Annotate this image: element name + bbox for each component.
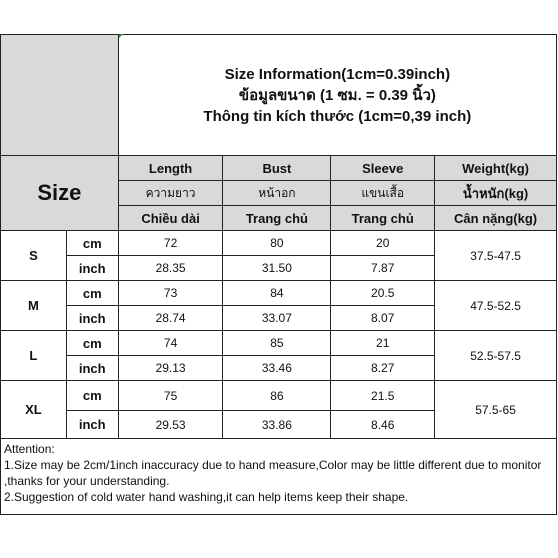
sleeve-inch: 8.07 xyxy=(331,306,435,331)
table-row xyxy=(1,231,557,256)
sleeve-cm: 20.5 xyxy=(331,281,435,306)
unit-inch: inch xyxy=(66,306,118,331)
attention-heading: Attention: xyxy=(4,442,55,456)
length-cm: 74 xyxy=(118,331,223,356)
weight-range: 47.5-52.5 xyxy=(435,281,557,331)
bust-inch: 33.86 xyxy=(223,411,331,439)
length-inch: 28.74 xyxy=(118,306,223,331)
length-cm: 72 xyxy=(118,231,223,256)
top-left-blank-cell xyxy=(1,35,119,156)
col-header-sleeve: Sleeve xyxy=(331,156,435,181)
attention-notes xyxy=(1,439,557,515)
info-title-vietnamese: Thông tin kích thước (1cm=0,39 inch) xyxy=(203,107,472,125)
sleeve-inch: 8.27 xyxy=(331,356,435,381)
bust-cm: 80 xyxy=(223,231,331,256)
col-header-length: Length xyxy=(118,156,223,181)
col-header-length-vietnamese: Chiều dài xyxy=(118,206,223,231)
col-header-sleeve-thai: แขนเสื้อ xyxy=(331,181,435,206)
length-inch: 29.13 xyxy=(118,356,223,381)
size-chart xyxy=(0,34,557,545)
table-row xyxy=(1,281,557,306)
sleeve-inch: 8.46 xyxy=(331,411,435,439)
weight-range: 52.5-57.5 xyxy=(435,331,557,381)
col-header-weight-thai: น้ำหนัก(kg) xyxy=(435,181,557,206)
size-label-m: M xyxy=(1,281,67,331)
col-header-length-thai: ความยาว xyxy=(118,181,223,206)
info-title-english: Size Information(1cm=0.39inch) xyxy=(224,65,451,83)
unit-inch: inch xyxy=(66,256,118,281)
sleeve-inch: 7.87 xyxy=(331,256,435,281)
attention-note-2: 2.Suggestion of cold water hand washing,it can help items keep their shape. xyxy=(4,490,409,504)
bust-cm: 85 xyxy=(223,331,331,356)
col-header-weight: Weight(kg) xyxy=(435,156,557,181)
size-info-title xyxy=(118,35,556,156)
length-inch: 29.53 xyxy=(118,411,223,439)
unit-cm: cm xyxy=(66,381,118,411)
weight-range: 37.5-47.5 xyxy=(435,231,557,281)
col-header-sleeve-vietnamese: Trang chủ xyxy=(331,206,435,231)
size-table xyxy=(0,34,557,515)
length-cm: 75 xyxy=(118,381,223,411)
unit-cm: cm xyxy=(66,331,118,356)
length-cm: 73 xyxy=(118,281,223,306)
unit-cm: cm xyxy=(66,281,118,306)
bust-inch: 31.50 xyxy=(223,256,331,281)
length-inch: 28.35 xyxy=(118,256,223,281)
table-row xyxy=(1,331,557,356)
cell-marker-icon xyxy=(119,34,123,38)
attention-note-1: 1.Size may be 2cm/1inch inaccuracy due to hand measure,Color may be little different due to monitor ,thanks for your understanding. xyxy=(4,458,542,488)
col-header-weight-vietnamese: Cân nặng(kg) xyxy=(435,206,557,231)
unit-inch: inch xyxy=(66,356,118,381)
bust-cm: 86 xyxy=(223,381,331,411)
unit-inch: inch xyxy=(66,411,118,439)
size-label-s: S xyxy=(1,231,67,281)
bust-inch: 33.46 xyxy=(223,356,331,381)
unit-cm: cm xyxy=(66,231,118,256)
col-header-bust: Bust xyxy=(223,156,331,181)
info-title-thai: ข้อมูลขนาด (1 ซม. = 0.39 นิ้ว) xyxy=(238,86,436,104)
table-row xyxy=(1,381,557,411)
size-label-xl: XL xyxy=(1,381,67,439)
col-header-bust-thai: หน้าอก xyxy=(223,181,331,206)
bust-inch: 33.07 xyxy=(223,306,331,331)
size-label-l: L xyxy=(1,331,67,381)
bust-cm: 84 xyxy=(223,281,331,306)
sleeve-cm: 21 xyxy=(331,331,435,356)
sleeve-cm: 20 xyxy=(331,231,435,256)
weight-range: 57.5-65 xyxy=(435,381,557,439)
sleeve-cm: 21.5 xyxy=(331,381,435,411)
size-heading: Size xyxy=(1,156,119,231)
col-header-bust-vietnamese: Trang chủ xyxy=(223,206,331,231)
